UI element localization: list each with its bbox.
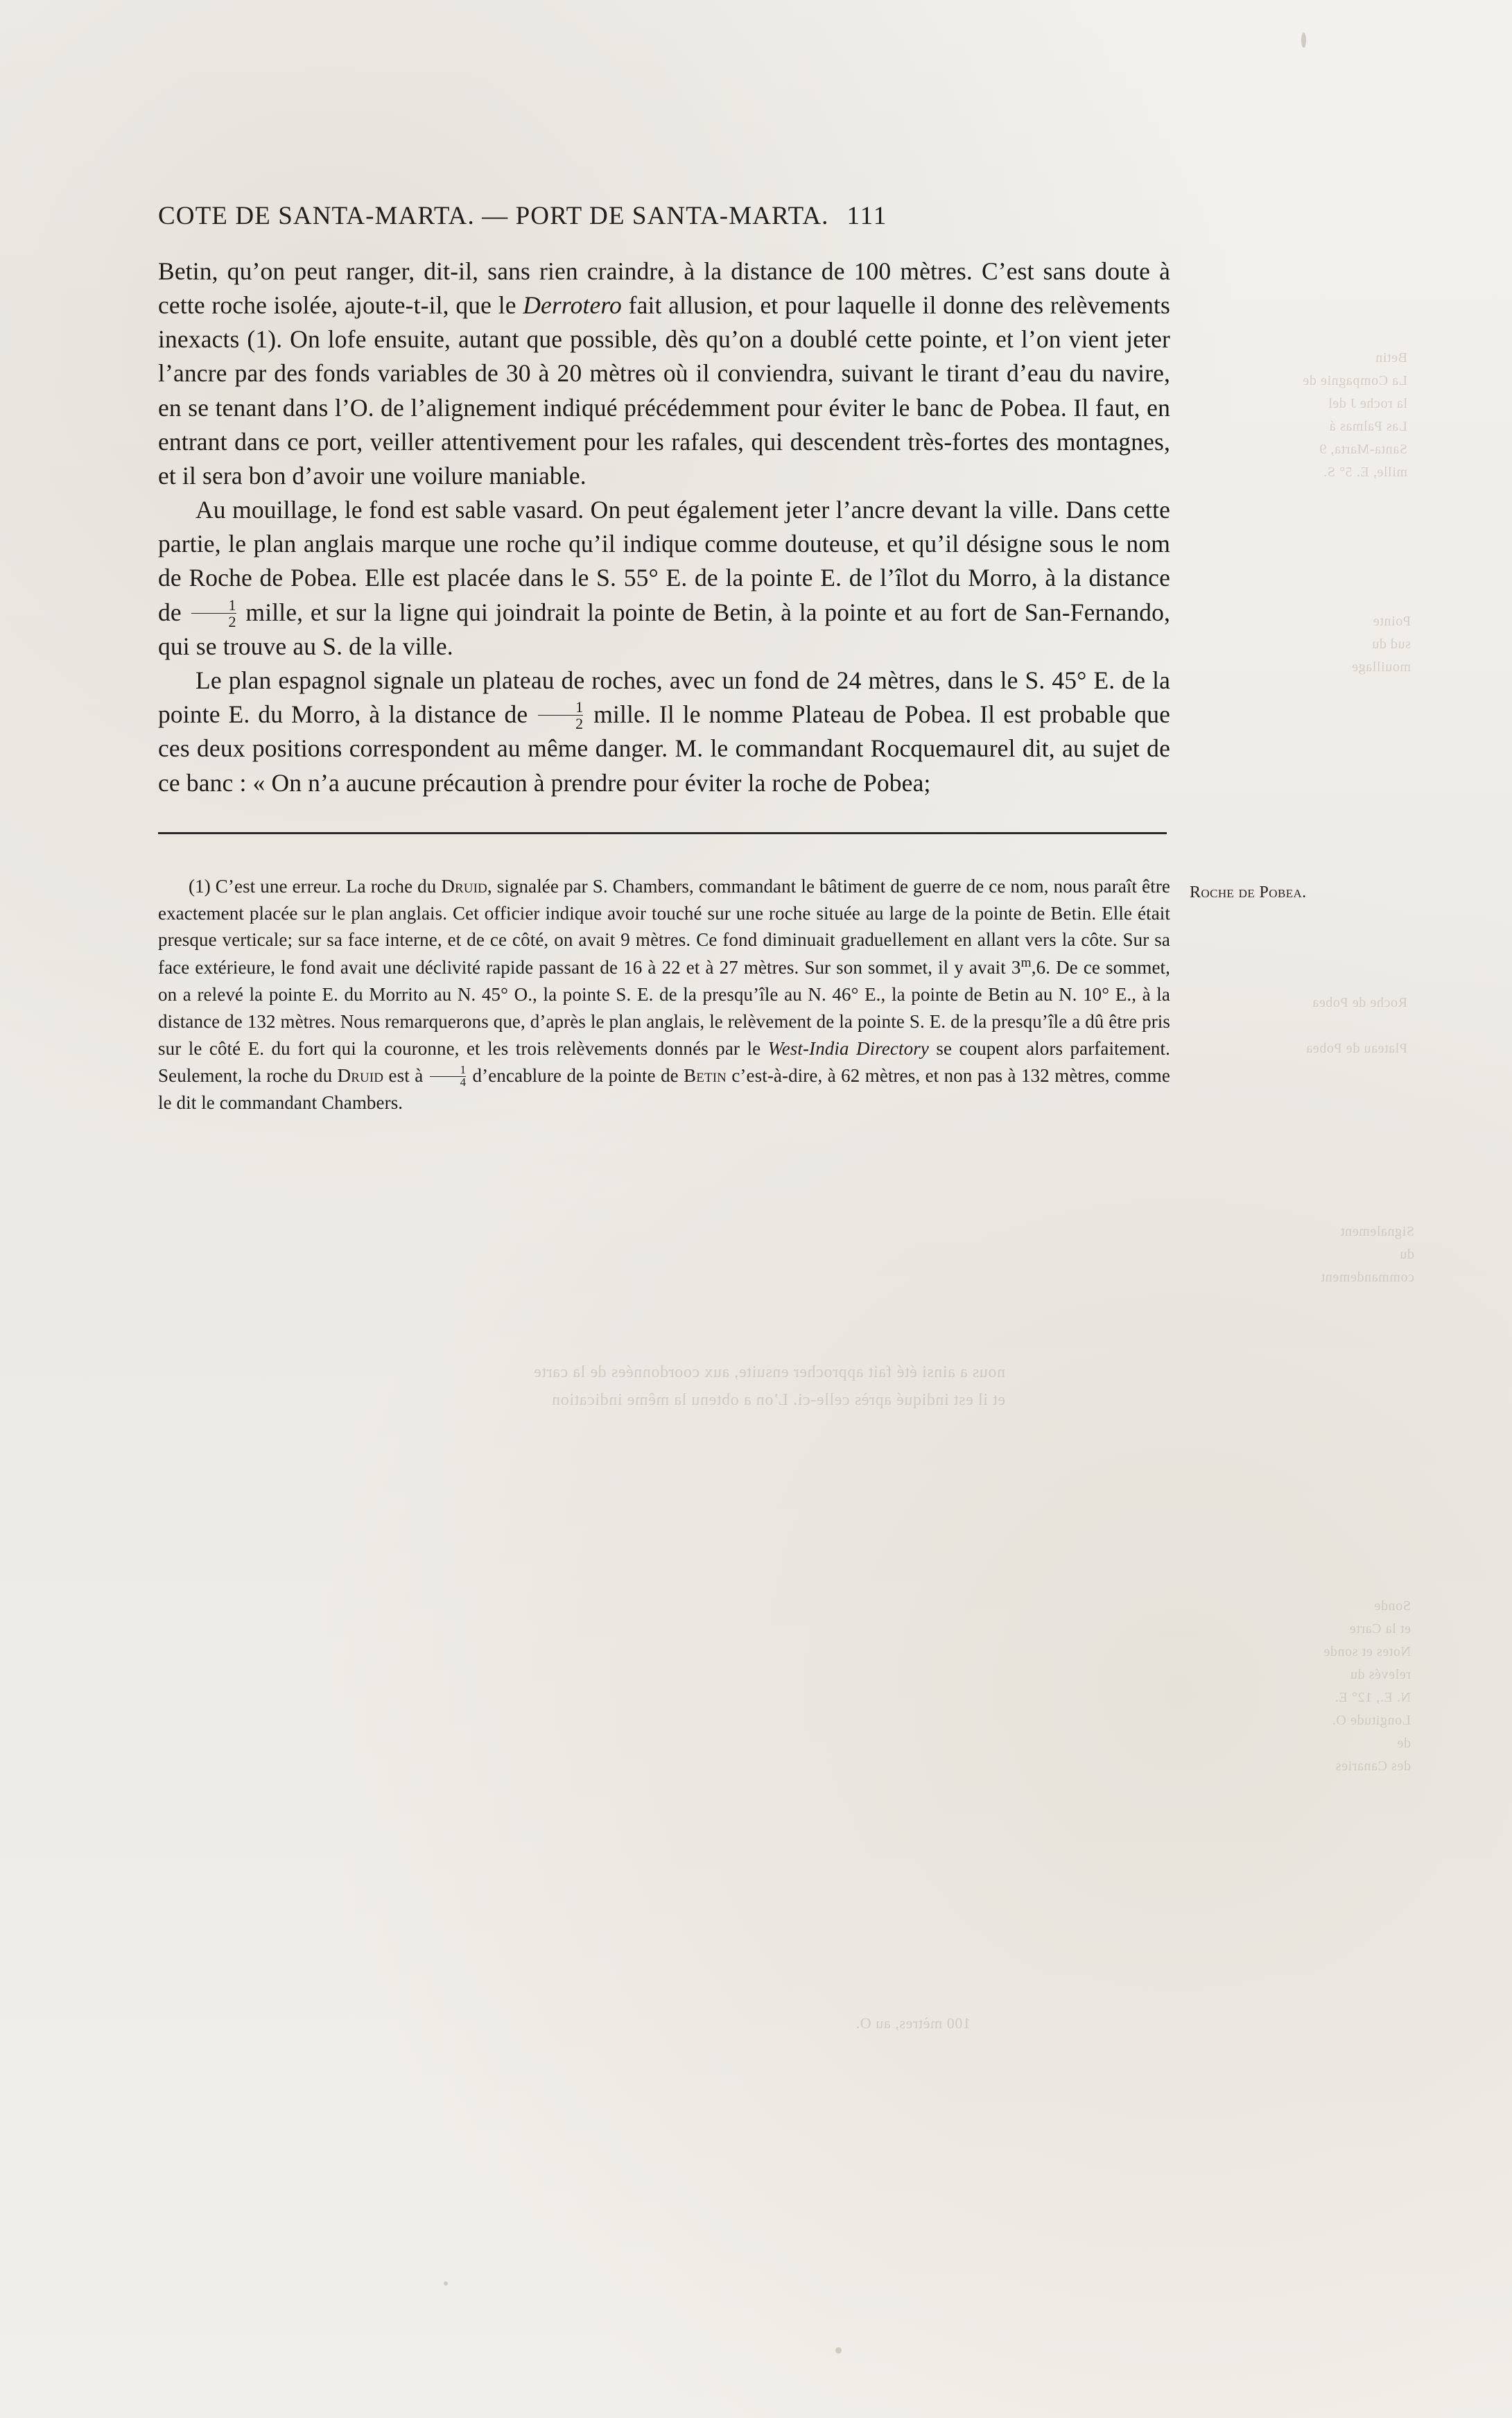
margin-note: Roche de Pobea. (1190, 883, 1307, 901)
page-number: 111 (846, 202, 888, 230)
footnote-body: (1) C’est une erreur. La roche du Druid, signalée par S. Chambers, commandant le bâtiment de guerre de ce nom, nous paraît être exactement placée sur le plan anglais. Cet officier indique avoir touché sur une roche située au large de la pointe de Betin. Elle était presque verticale; sur sa face interne, et de ce côté, on avait 9 mètres. Ce fond diminuait graduellement en allant vers la côte. Sur sa face extérieure, le fond avait une déclivité rapide passant de 16 à 22 et à 27 mètres. Sur son sommet, il y avait 3$^m$,6. De ce sommet, on a relevé la pointe E. du Morrito au N. 45° O., la pointe S. E. de la presqu’île au N. 46° E., la pointe de Betin au N. 10° E., à la distance de 132 mètres. Nous remarquerons que, d’après le plan anglais, le relèvement de la pointe S. E. de la presqu’île a dû être pris sur le côté E. du fort qui la couronne, et les trois relèvements donnés par le West-India Directory se coupent alors parfaitement. Seulement, la roche du Druid est à $\frac{1}{4}$ d’encablure de la pointe de Betin c’est-à-dire, à 62 mètres, et non pas à 132 mètres, comme le dit le commandant Chambers. (158, 875, 1170, 1113)
bleed-through-text: Betin La Compagnie de la roche J del Las Palmas á Santa-Marta, 9 mille, E. 5° S. (1302, 350, 1407, 480)
paper-speck (1301, 33, 1306, 48)
paragraph-3: Le plan espagnol signale un plateau de roches, avec un fond de 24 mètres, dans le S. 45° E. de la pointe E. du Morro, à la distance de $\frac{1}{2}$ mille. Il le nomme Plateau de Pobea. Il est probable que ces deux positions correspondent au même danger. M. le commandant Rocquemaurel dit, au sujet de ce banc : « On n’a aucune précaution à prendre pour éviter la roche de Pobea; (158, 666, 1171, 797)
paragraph-1: Betin, qu’on peut ranger, dit-il, sans rien craindre, à la distance de 100 mètres. C’est sans doute à cette roche isolée, ajoute-t-il, que le Derrotero fait allusion, et pour laquelle il donne des relèvements inexacts (1). On lofe ensuite, autant que possible, dès qu’on a doublé cette pointe, et l’on vient jeter l’ancre par des fonds variables de 30 à 20 mètres où il conviendra, suivant le tirant d’eau du navire, en se tenant dans l’O. de l’alignement indiqué précédemment pour éviter le banc de Pobea. Il faut, en entrant dans ce port, veiller attentivement pour les rafales, qui descendent très-fortes des montagnes, et il sera bon d’avoir une voilure maniable. (158, 257, 1170, 490)
footnote-rule (158, 832, 1167, 834)
paper-speck (835, 2347, 842, 2354)
bleed-through-text: Signalement du commandement (1321, 1224, 1414, 1285)
running-head (158, 201, 1170, 231)
body-text (158, 254, 1170, 800)
bleed-through-text: Sonde et la Carte Notes et sonde relevés du N. E., 12° E. Longitude O. de des Canaries (1323, 1598, 1411, 1774)
bleed-through-text: Roche de Pobea Plateau de Pobea (1305, 995, 1407, 1056)
bleed-through-text: nous a ainsi été fait approcher ensuite, aux coordonnées de la carte et il est indiqué après celle-ci. L’on a obtenu la même indication (533, 1363, 1005, 1409)
bleed-through-text: Pointe sud du mouillage (1351, 614, 1411, 675)
text-block (158, 201, 1170, 1116)
paper-speck (444, 2281, 448, 2286)
footnote (158, 873, 1170, 1116)
bleed-through-text: 100 mètres, au O. (855, 2014, 971, 2032)
paragraph-2: Au mouillage, le fond est sable vasard. On peut également jeter l’ancre devant la ville. Dans cette partie, le plan anglais marque une roche qu’il indique comme douteuse, et qu’il désigne sous le nom de Roche de Pobea. Elle est placée dans le S. 55° E. de la pointe E. de l’îlot du Morro, à la distance de $\frac{1}{2}$ mille, et sur la ligne qui joindrait la pointe de Betin, à la pointe et au fort de San-Fernando, qui se trouve au S. de la ville. (158, 496, 1170, 660)
running-head-title: COTE DE SANTA-MARTA. — PORT DE SANTA-MARTA. (158, 202, 829, 230)
